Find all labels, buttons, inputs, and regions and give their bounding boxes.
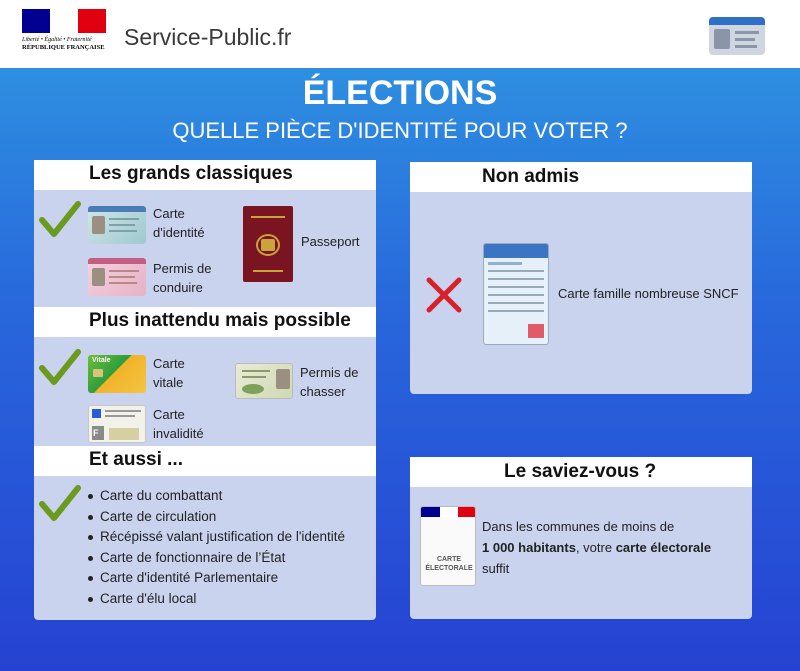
section-heading-classiques: Les grands classiques	[34, 160, 376, 190]
cross-icon	[424, 275, 464, 315]
site-name[interactable]: Service-Public.fr	[124, 24, 292, 50]
permis-conduire-label: Permis de conduire	[153, 261, 212, 295]
carte-identite-image	[88, 206, 146, 244]
carte-invalidite-label: Carte invalidité	[153, 407, 204, 441]
did-you-know-text: Dans les communes de moins de 1 000 habitants, votre carte électorale suffit	[482, 519, 712, 576]
carte-invalidite-image	[88, 405, 146, 443]
site-header	[0, 0, 800, 68]
carte-sncf-image	[483, 243, 549, 345]
section-heading-inattendu: Plus inattendu mais possible	[34, 307, 376, 337]
logo-motto: Liberté • Égalité • Fraternité	[22, 37, 92, 43]
logo-republic: RÉPUBLIQUE FRANÇAISE	[22, 44, 105, 51]
list-item: Carte d'élu local	[100, 589, 345, 610]
other-ids-list	[100, 486, 345, 609]
list-item: Carte du combattant	[100, 486, 345, 507]
passeport-image	[243, 206, 293, 282]
carte-electorale-image	[420, 506, 476, 586]
permis-chasser-image	[235, 363, 293, 399]
french-flag-icon	[22, 9, 106, 33]
page-subtitle: QUELLE PIÈCE D'IDENTITÉ POUR VOTER ?	[172, 118, 628, 143]
permis-conduire-image	[88, 258, 146, 296]
republique-francaise-logo[interactable]	[22, 9, 106, 59]
invalidite-letter: F	[93, 428, 99, 438]
list-item: Carte de fonctionnaire de l’État	[100, 548, 345, 569]
carte-sncf-label: Carte famille nombreuse SNCF	[558, 286, 739, 301]
section-heading-et-aussi: Et aussi ...	[34, 446, 376, 476]
carte-identite-label: Carte d'identité	[153, 206, 205, 240]
carte-vitale-label: Carte vitale	[153, 356, 185, 390]
vitale-card-label: Vitale	[92, 357, 111, 364]
check-icon	[38, 198, 82, 242]
list-item: Récépissé valant justification de l'identité	[100, 527, 345, 548]
carte-vitale-image	[88, 355, 146, 393]
passeport-label: Passeport	[301, 234, 360, 249]
electoral-card-label-2: ÉLECTORALE	[425, 565, 473, 572]
check-icon	[38, 482, 82, 526]
section-heading-saviez-vous: Le saviez-vous ?	[410, 457, 752, 487]
list-item: Carte de circulation	[100, 507, 345, 528]
check-icon	[38, 346, 82, 390]
id-card-icon	[709, 17, 765, 55]
section-heading-non-admis: Non admis	[410, 162, 752, 192]
page-title: ÉLECTIONS	[302, 74, 498, 112]
list-item: Carte d'identité Parlementaire	[100, 568, 345, 589]
permis-chasser-label: Permis de chasser	[300, 365, 359, 399]
electoral-card-label-1: CARTE	[436, 556, 462, 563]
